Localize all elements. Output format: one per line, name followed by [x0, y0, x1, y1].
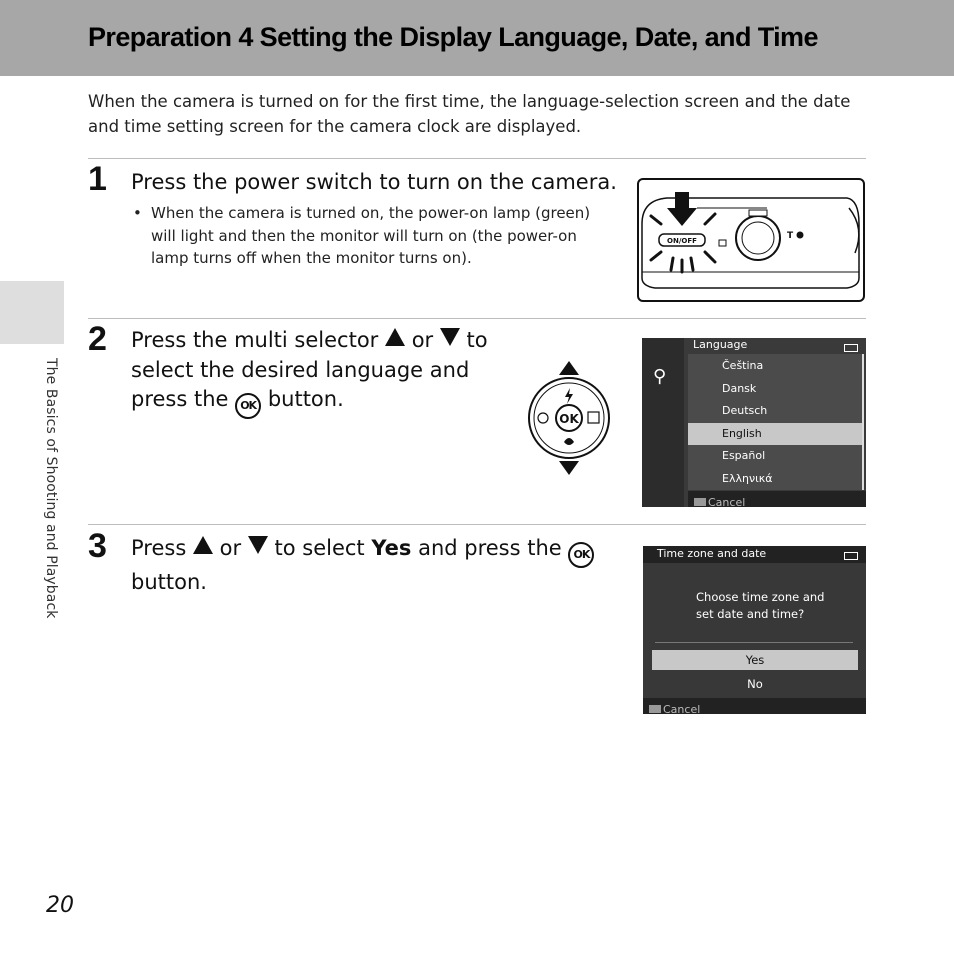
up-triangle-icon — [385, 328, 405, 346]
language-option-selected[interactable]: English — [688, 423, 864, 445]
language-option[interactable]: Ελληνικά — [722, 472, 773, 485]
wrench-icon: ⚲ — [653, 366, 667, 387]
step-3-or: or — [219, 536, 242, 560]
page-number: 20 — [46, 893, 74, 918]
section-label: The Basics of Shooting and Playback — [43, 358, 59, 619]
cancel-label: Cancel — [663, 703, 701, 716]
timezone-question — [696, 589, 846, 623]
section-tab — [0, 281, 64, 344]
step-3-number: 3 — [88, 527, 107, 565]
scrollbar — [862, 354, 864, 490]
power-switch-label: ON/OFF — [667, 237, 697, 245]
language-option[interactable]: Español — [722, 449, 766, 462]
menu-button-icon — [694, 498, 706, 506]
ok-label: OK — [559, 412, 579, 426]
down-triangle-icon — [248, 536, 268, 554]
timezone-screen-title: Time zone and date — [657, 547, 767, 560]
up-arrow-icon — [559, 361, 579, 375]
step-2-text-a: Press the multi selector — [131, 328, 379, 352]
timezone-screen — [643, 546, 866, 714]
battery-icon — [844, 552, 858, 560]
step-3-text-a: Press — [131, 536, 187, 560]
timezone-footer — [643, 698, 866, 714]
step-3-text-c: and press the — [418, 536, 562, 560]
yes-option[interactable]: Yes — [652, 650, 858, 670]
page-title: Preparation 4 Setting the Display Language, Date, and Time — [88, 22, 818, 52]
setup-tab — [642, 338, 684, 507]
step-2-text — [131, 326, 491, 419]
step-2-or: or — [411, 328, 434, 352]
up-triangle-icon — [193, 536, 213, 554]
divider — [655, 642, 853, 643]
down-triangle-icon — [440, 328, 460, 346]
step-1-bullet-text: When the camera is turned on, the power-on lamp (green) will light and then the monitor will turn on (the power-on lamp turns off when the monitor turns on). — [151, 204, 591, 267]
language-option[interactable]: Deutsch — [722, 404, 768, 417]
camera-top-illustration — [637, 178, 866, 303]
timezone-header — [643, 546, 866, 563]
no-option[interactable]: No — [747, 677, 763, 691]
language-list — [688, 354, 864, 490]
timezone-question-line-2: set date and time? — [696, 607, 805, 621]
language-screen-title: Language — [693, 338, 748, 351]
language-screen — [642, 338, 866, 507]
step-1-text: Press the power switch to turn on the camera. — [131, 170, 617, 194]
divider — [88, 524, 866, 525]
bullet-icon: • — [133, 204, 142, 222]
language-option[interactable]: Dansk — [722, 382, 757, 395]
step-2-number: 2 — [88, 320, 107, 358]
step-3-yes: Yes — [371, 536, 412, 560]
battery-icon — [844, 344, 858, 352]
page-header — [0, 0, 954, 76]
cancel-label: Cancel — [708, 496, 746, 509]
step-1-number: 1 — [88, 160, 107, 198]
multi-selector-illustration — [524, 358, 614, 478]
language-option[interactable]: Čeština — [722, 359, 764, 372]
divider — [88, 318, 866, 319]
help-icon — [797, 232, 804, 239]
intro-paragraph: When the camera is turned on for the first time, the language-selection screen and the date and time setting screen for the camera clock are displayed. — [88, 92, 851, 136]
ok-button-icon: OK — [568, 542, 594, 568]
step-3-text-d: button. — [131, 570, 207, 594]
step-2-text-c: and press the — [131, 357, 470, 411]
step-2-text-b: to select the desired language — [131, 328, 488, 382]
divider — [88, 158, 866, 159]
step-3-text-b: to select — [274, 536, 365, 560]
menu-button-icon — [649, 705, 661, 713]
step-2-text-d: button. — [267, 387, 344, 411]
zoom-label: T — [787, 231, 794, 241]
language-footer — [688, 491, 866, 507]
step-1-bullet — [133, 202, 603, 270]
ok-button-icon: OK — [235, 393, 261, 419]
timezone-question-line-1: Choose time zone and — [696, 590, 825, 604]
step-3-text — [131, 534, 611, 598]
down-arrow-icon — [559, 461, 579, 475]
